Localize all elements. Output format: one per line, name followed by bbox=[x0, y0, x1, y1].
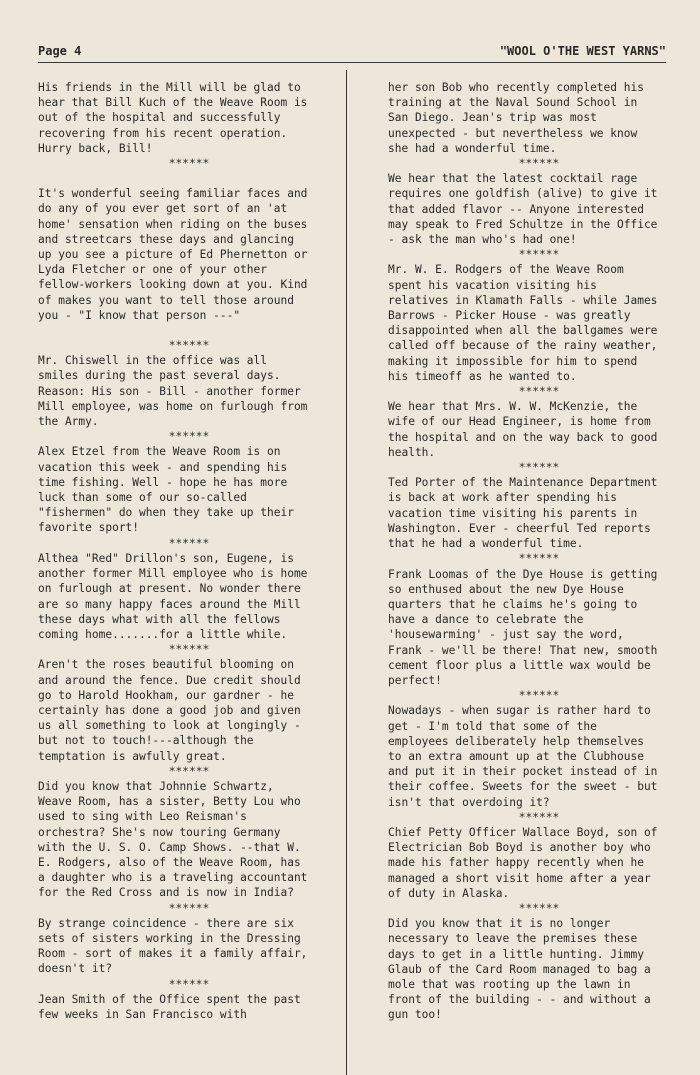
item-separator: ****** bbox=[518, 461, 560, 475]
item-separator: ****** bbox=[518, 901, 560, 915]
item-separator: ****** bbox=[168, 430, 210, 444]
item-separator: ****** bbox=[518, 157, 560, 171]
news-item-rodgers-vacation: Mr. W. E. Rodgers of the Weave Room spent his vacation visiting his relatives in Klamath Falls - while James Barrows - Picker House - was greatly disappointed when all the ballgames were called off because of the rainy weather, making it impossible for him to spend his timeoff as he wanted to. bbox=[388, 263, 658, 383]
news-item-wallace-boyd: Chief Petty Officer Wallace Boyd, son of Electrician Bob Boyd is another boy who made his father happy recently when he managed a short visit home after a year of duty in Alaska. bbox=[388, 825, 658, 900]
news-item-jean-smith-cont: her son Bob who recently completed his training at the Naval Sound School in San Diego. Jean's trip was most unexpected - but nevertheless we know she had a wonderful time. bbox=[388, 81, 644, 155]
item-separator: ****** bbox=[518, 810, 560, 824]
publication-title: "WOOL O'THE WEST YARNS" bbox=[499, 44, 666, 58]
right-column bbox=[388, 80, 660, 1023]
item-separator: ****** bbox=[168, 536, 210, 550]
item-separator: ****** bbox=[168, 977, 210, 991]
news-item-hunting: Did you know that it is no longer necessary to leave the premises these days to get in a little hunting. Jimmy Glaub of the Card Room managed to bag a mole that was rooting up the lawn in front of the building - - and without a gun too! bbox=[388, 917, 651, 1022]
item-separator: ****** bbox=[168, 339, 210, 353]
news-item-jean-smith: Jean Smith of the Office spent the past few weeks in San Francisco with bbox=[38, 992, 301, 1021]
news-item-alex-etzel: Alex Etzel from the Weave Room is on vacation this week - and spending his time fishing. Well - hope he has more luck than some of our so-called "fishermen" do when they take up their favorite sport! bbox=[38, 445, 294, 535]
item-separator: ****** bbox=[518, 689, 560, 703]
news-item-sugar: Nowadays - when sugar is rather hard to get - I'm told that some of the employees deliberately help themselves to an extra amount up at the Clubhouse and put it in their pocket instead of in their coffee. Sweets for the sweet - but isn't that overdoing it? bbox=[388, 704, 658, 809]
item-separator: ****** bbox=[168, 901, 210, 915]
item-separator: ****** bbox=[518, 385, 560, 399]
item-separator: ****** bbox=[518, 248, 560, 262]
news-item-goldfish: We hear that the latest cocktail rage requires one goldfish (alive) to give it that added flavor -- Anyone interested may speak to Fred Schultze in the Office - ask the man who's had one! bbox=[388, 172, 658, 247]
item-separator: ****** bbox=[168, 157, 210, 171]
header-rule bbox=[38, 62, 666, 63]
item-separator: ****** bbox=[518, 552, 560, 566]
column-divider bbox=[346, 70, 347, 1075]
news-item-frank-loomas: Frank Loomas of the Dye House is getting so enthused about the new Dye House quarters that he claims he's going to have a dance to celebrate the 'housewarming' - just say the word, Frank - we'll be there! That new, smooth cement floor plus a little wax would be perfect! bbox=[388, 567, 658, 687]
news-item-althea-drillon: Althea "Red" Drillon's son, Eugene, is another former Mill employee who is home on furlough at present. No wonder there are so many happy faces around the Mill these days what with all the fellows coming home.......for a little while. bbox=[38, 551, 308, 641]
news-item-mckenzie: We hear that Mrs. W. W. McKenzie, the wife of our Head Engineer, is home from the hospital and on the way back to good health. bbox=[388, 400, 658, 459]
item-separator: ****** bbox=[168, 643, 210, 657]
news-item-chiswell: Mr. Chiswell in the office was all smiles during the past several days. Reason: His son - Bill - another former Mill employee, was home on furlough from the Army. bbox=[38, 354, 308, 429]
news-item-familiar-faces: It's wonderful seeing familiar faces and do any of you ever get sort of an 'at home' sensation when riding on the buses and streetcars these days and glancing up you see a picture of Ed Phernetton or Lyda Fletcher or one of your other fellow-workers looking down at you. Kind of makes you want to tell those around you - "I know that person ---" bbox=[38, 187, 308, 322]
news-item-sisters: By strange coincidence - there are six sets of sisters working in the Dressing Room - sort of makes it a family affair, doesn't it? bbox=[38, 916, 308, 976]
news-item-roses: Aren't the roses beautiful blooming on and around the fence. Due credit should go to Harold Hookham, our gardner - he certainly has done a good job and given us all something to look at longingly - but not to touch!---although the temptation is awfully great. bbox=[38, 658, 301, 763]
news-item-schwartz-rodgers: Did you know that Johnnie Schwartz, Weave Room, has a sister, Betty Lou who used to sing with Leo Reisman's orchestra? She's now touring Germany with the U. S. O. Camp Shows. --that W. E. Rodgers, also of the Weave Room, has a daughter who is a traveling accountant for the Red Cross and is now in India? bbox=[38, 779, 308, 900]
page-header bbox=[38, 44, 666, 62]
item-separator: ****** bbox=[168, 764, 210, 778]
left-column bbox=[38, 80, 310, 1022]
news-item-bill-kuch: His friends in the Mill will be glad to hear that Bill Kuch of the Weave Room is out of the hospital and successfully recovering from his recent operation. Hurry back, Bill! bbox=[38, 81, 308, 155]
page-number: Page 4 bbox=[38, 44, 82, 58]
news-item-ted-porter: Ted Porter of the Maintenance Department is back at work after spending his vacation time visiting his parents in Washington. Ever - cheerful Ted reports that he had a wonderful time. bbox=[388, 476, 658, 551]
